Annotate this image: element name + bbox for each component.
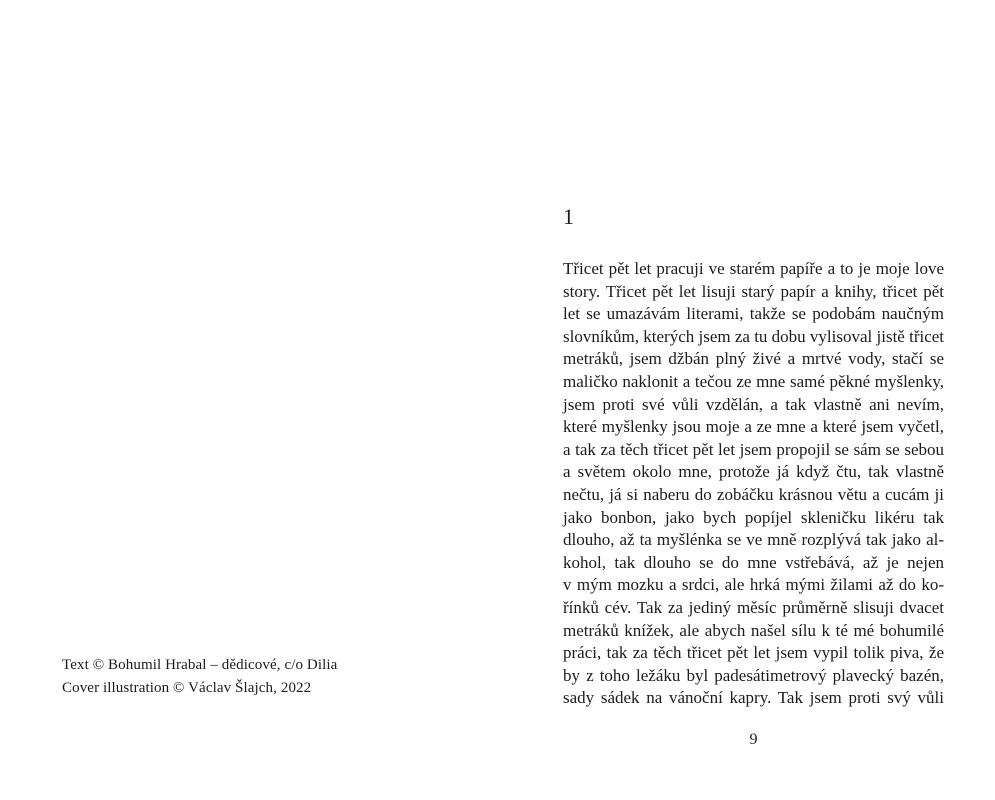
copyright-line-text: Text © Bohumil Hrabal – dědicové, c/o Dilia (62, 657, 338, 673)
body-text (563, 258, 944, 710)
text-line: jako bonbon, jako bych popíjel skleničku likéru tak (563, 507, 944, 527)
copyright-line-illustration: Cover illustration © Václav Šlajch, 2022 (62, 680, 312, 696)
text-line: v mým mozku a srdci, ale hrká mými žilami až do ko- (563, 575, 944, 595)
text-line: sady sádek na vánoční kapry. Tak jsem proti svý vůli (563, 688, 944, 708)
text-line: které myšlenky jsou moje a ze mne a které jsem vyčetl, (563, 417, 944, 437)
text-line: metráků knížek, ale abych našel sílu k té mé bohumilé (563, 620, 944, 640)
text-line: let se umazávám literami, takže se podobám naučným (563, 304, 944, 324)
text-line: jsem proti své vůli vzdělán, a tak vlastně ani nevím, (563, 394, 944, 414)
text-line: práci, tak za těch třicet pět let jsem vypil tolik piva, že (563, 643, 944, 663)
chapter-text-column (563, 203, 944, 710)
text-line: metráků, jsem džbán plný živé a mrtvé vody, stačí se (563, 349, 944, 369)
page-number: 9 (749, 731, 758, 748)
text-line: nečtu, já si naberu do zobáčku krásnou větu a cucám ji (563, 484, 944, 504)
text-line: Třicet pět let pracuji ve starém papíře a to je moje love (563, 259, 944, 278)
text-line: a tak za těch třicet pět let jsem propojil se sám se sebou (563, 439, 944, 459)
text-line: story. Třicet pět let lisuji starý papír a knihy, třicet pět (563, 281, 944, 301)
text-line: řínků cév. Tak za jediný měsíc průměrně slisuji dvacet (563, 597, 944, 617)
text-line: slovníkům, kterých jsem za tu dobu vylisoval jistě třicet (563, 326, 945, 346)
text-line: kohol, tak dlouho se do mne vstřebává, až je nejen (563, 552, 944, 572)
text-line: maličko naklonit a tečou ze mne samé pěkné myšlenky, (563, 371, 944, 391)
text-line: a světem okolo mne, protože já když čtu, tak vlastně (563, 462, 944, 482)
text-line: dlouho, až ta myšlénka se ve mně rozplývá tak jako al- (563, 530, 944, 550)
copyright-block (62, 654, 392, 700)
chapter-number: 1 (563, 204, 574, 229)
text-line: by z toho ležáku byl padesátimetrový plavecký bazén, (563, 665, 944, 685)
